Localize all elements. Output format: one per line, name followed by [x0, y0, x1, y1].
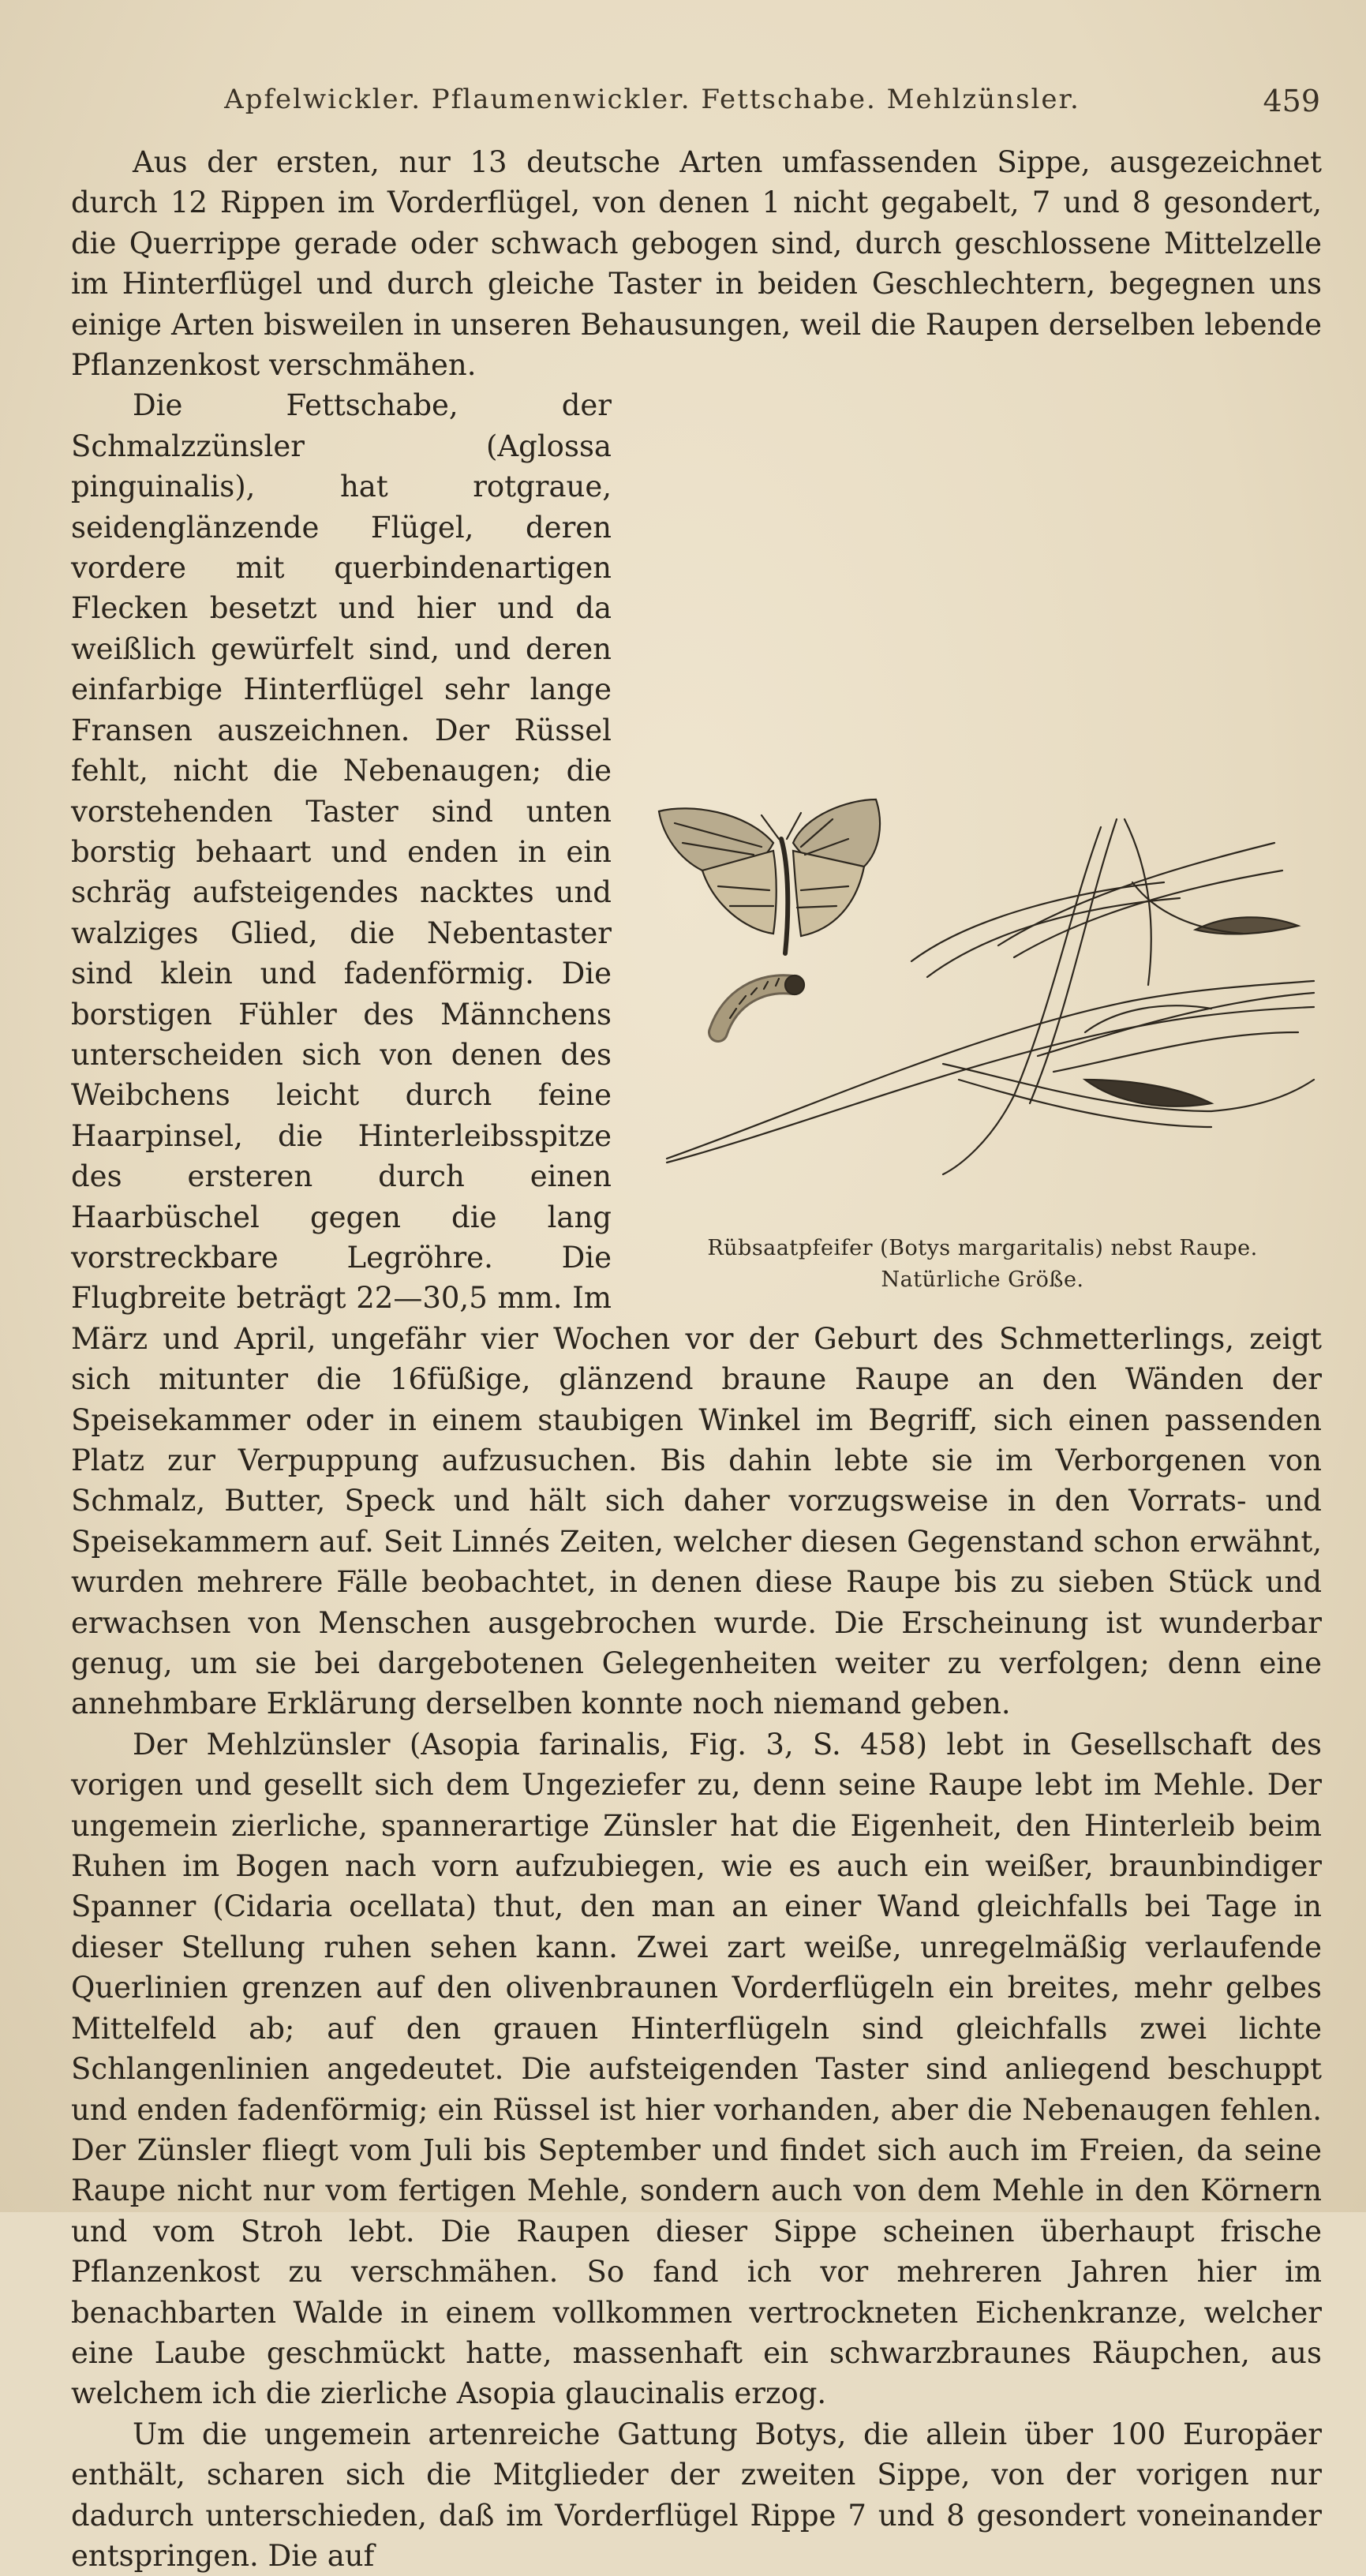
running-head: Apfelwickler. Pflaumenwickler. Fettschabe. Mehlzünsler.	[224, 84, 1080, 115]
page-header	[71, 84, 1320, 123]
paragraph-1: Aus der ersten, nur 13 deutsche Arten umfassenden Sippe, ausgezeichnet durch 12 Rippen im Vorderflügel, von denen 1 nicht gegabelt, 7 und 8 gesondert, die Querrippe gerade oder schwach gebogen sind, durch geschlossene Mittelzelle im Hinterflügel und durch gleiche Taster in beiden Geschlechtern, begegnen uns einige Arten bisweilen in unseren Behausungen, weil die Raupen derselben lebende Pflanzenkost verschmähen.	[71, 145, 1322, 383]
page-number: 459	[1263, 84, 1320, 118]
paragraph-3: Der Mehlzünsler (Asopia farinalis, Fig. 3, S. 458) lebt in Gesellschaft des vorigen und gesellt sich dem Ungeziefer zu, denn seine Raupe lebt im Mehle. Der ungemein zierliche, spannerartige Zünsler hat die Eigenheit, den Hinterleib beim Ruhen im Bogen nach vorn aufzubiegen, wie es auch ein weißer, braunbindiger Spanner (Cidaria ocellata) thut, den man an einer Wand gleichfalls bei Tage in dieser Stellung ruhen sehen kann. Zwei zart weiße, unregelmäßig verlaufende Querlinien grenzen auf den olivenbraunen Vorderflügeln ein breites, mehr gelbes Mittelfeld ab; auf den grauen Hinterflügeln sind gleichfalls zwei lichte Schlangenlinien angedeutet. Die aufsteigenden Taster sind anliegend beschuppt und enden fadenförmig; ein Rüssel ist hier vorhanden, aber die Nebenaugen fehlen. Der Zünsler fliegt vom Juli bis September und findet sich auch im Freien, da seine Raupe nicht nur vom fertigen Mehle, sondern auch von dem Mehle in den Körnern und vom Stroh lebt. Die Raupen dieser Sippe scheinen überhaupt frische Pflanzenkost zu verschmähen. So fand ich vor mehreren Jahren hier im benachbarten Walde in einem vollkommen vertrockneten Eichenkranze, welcher eine Laube geschmückt hatte, massenhaft ein schwarzbraunes Räupchen, aus welchem ich die zierliche Asopia glaucinalis erzog.	[71, 1727, 1322, 2411]
moth-and-caterpillar-illustration	[643, 796, 1322, 1214]
body-text	[71, 142, 1322, 2576]
paragraph-2: Die Fettschabe, der Schmalzzünsler (Aglossa pinguinalis), hat rotgraue, seidenglänzende Flügel, deren vordere mit querbindenartigen Flecken besetzt und hier und da weißlich gewürfelt sind, und deren einfarbige Hinterflügel sehr lange Fransen auszeichnen. Der Rüssel fehlt, nicht die Nebenaugen; die vorstehenden Taster sind unten borstig behaart und enden in ein schräg aufsteigendes nacktes und walziges Glied, die Nebentaster sind klein und fadenförmig. Die borstigen Fühler des Männchens unterscheiden sich von denen des Weibchens leicht durch feine Haarpinsel, die Hinterleibsspitze des ersteren durch einen Haarbüschel gegen die lang vorstreckbare Legröhre. Die Flugbreite beträgt 22—30,5 mm. Im März und April, ungefähr vier Wochen vor der Geburt des Schmetterlings, zeigt sich mitunter die 16füßige, glänzend braune Raupe an den Wänden der Speisekammer oder in einem staubigen Winkel im Begriff, sich einen passenden Platz zur Verpuppung aufzusuchen. Bis dahin lebte sie im Verborgenen von Schmalz, Butter, Speck und hält sich daher vorzugsweise in den Vorrats- und Speisekammern auf. Seit Linnés Zeiten, welcher diesen Gegenstand schon erwähnt, wurden mehrere Fälle beobachtet, in denen diese Raupe bis zu sieben Stück und erwachsen von Menschen ausgebrochen wurde. Die Erscheinung ist wunderbar genug, um sie bei dargebotenen Gelegenheiten weiter zu verfolgen; denn eine annehmbare Erklärung derselben konnte noch niemand geben.	[71, 388, 1322, 1721]
moth-drawing	[659, 799, 880, 953]
figure-caption: Rübsaatpfeifer (Botys margaritalis) nebst Raupe.	[707, 1236, 1258, 1261]
figure-botys-margaritalis	[643, 796, 1322, 1301]
caterpillar-drawing	[718, 975, 804, 1032]
paragraph-4: Um die ungemein artenreiche Gattung Botys, die allein über 100 Europäer enthält, scharen sich die Mitglieder der zweiten Sippe, von der vorigen nur dadurch unterschieden, daß im Vorderflügel Rippe 7 und 8 gesondert voneinander entspringen. Die auf	[71, 2417, 1322, 2573]
figure-caption-size: Natürliche Größe.	[881, 1267, 1084, 1293]
